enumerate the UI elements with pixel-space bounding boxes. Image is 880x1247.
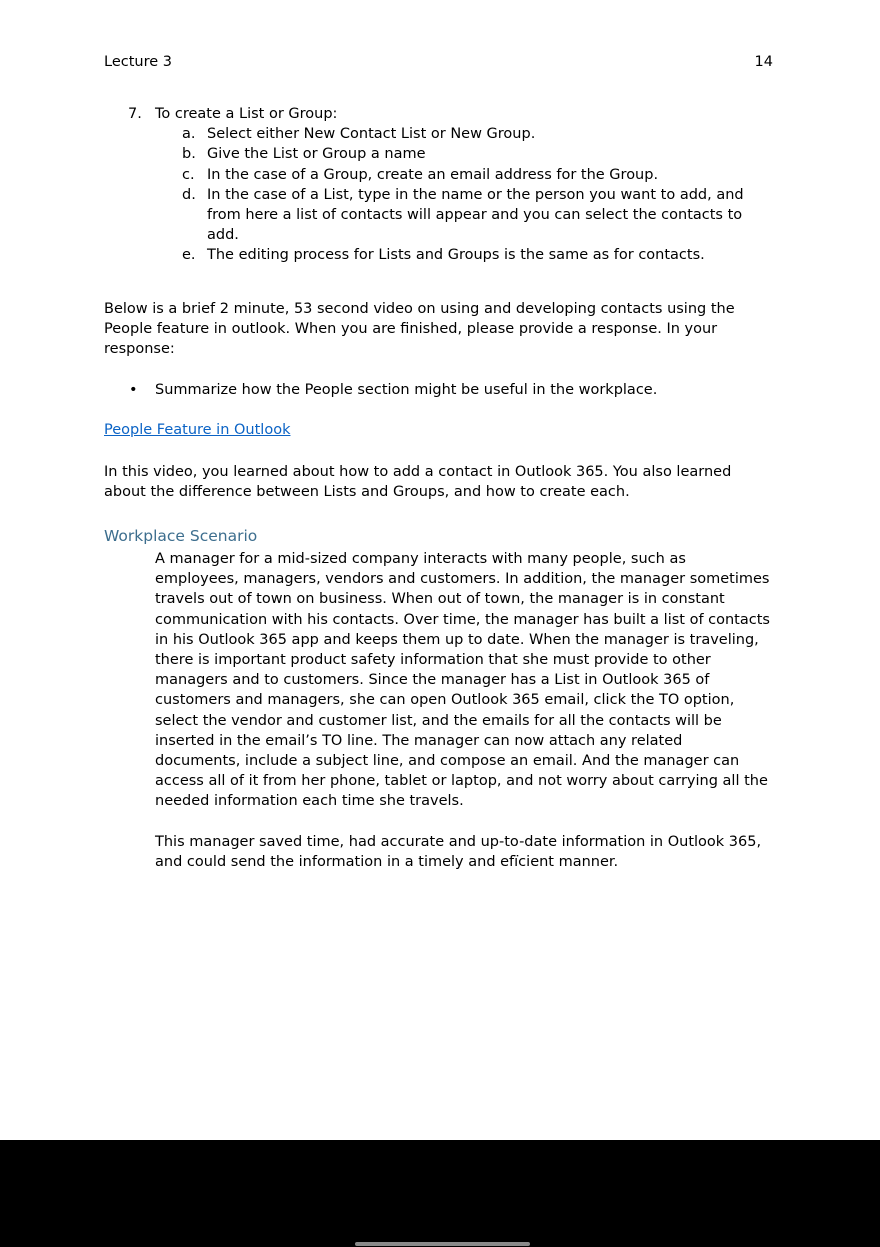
sub-list-letter: c. <box>182 166 195 183</box>
sub-list-item-d <box>182 185 772 246</box>
numbered-list-item-7 <box>128 104 772 266</box>
list-item-body <box>155 104 772 266</box>
intro-paragraph: Below is a brief 2 minute, 53 second video on using and developing contacts using the People feature in outlook. When you are finished, please provide a response. In your response: <box>104 300 735 358</box>
sub-list-item-b <box>182 144 772 164</box>
sub-list-text: In the case of a List, type in the name or the person you want to add, and from here a list of contacts will appear and you can select the contacts to add. <box>207 186 744 244</box>
people-feature-link[interactable]: People Feature in Outlook <box>104 422 291 439</box>
sub-list-text: Select either New Contact List or New Group. <box>207 126 536 143</box>
video-summary-paragraph: In this video, you learned about how to add a contact in Outlook 365. You also learned about the difference between Lists and Groups, and how to create each. <box>104 463 732 500</box>
sub-list-text: In the case of a Group, create an email address for the Group. <box>207 166 659 183</box>
page-content <box>104 104 772 872</box>
bullet-text: Summarize how the People section might be useful in the workplace. <box>155 382 658 399</box>
footer-black-band <box>0 1140 880 1247</box>
sub-list-letter: b. <box>182 146 196 163</box>
sub-list-item-c <box>182 165 772 185</box>
scenario-paragraph-2: This manager saved time, had accurate and up-to-date information in Outlook 365, and could send the information in a timely and efïcient manner. <box>155 833 762 870</box>
list-item-text: To create a List or Group: <box>155 106 338 122</box>
list-number-marker: 7. <box>128 106 142 122</box>
bullet-icon: • <box>129 382 138 399</box>
alpha-sub-list <box>182 124 772 265</box>
document-title: Lecture 3 <box>104 54 172 70</box>
page-number: 14 <box>754 54 773 70</box>
sub-list-letter: a. <box>182 126 196 143</box>
bottom-scrollbar[interactable] <box>355 1242 530 1246</box>
workplace-scenario-heading: Workplace Scenario <box>104 527 258 546</box>
bullet-list-item <box>129 380 772 400</box>
scenario-paragraph-1: A manager for a mid-sized company interacts with many people, such as employees, managers, vendors and customers. In addition, the manager sometimes travels out of town on business. When out of town, the manager is in constant communication with his contacts. Over time, the manager has built a list of contacts in his Outlook 365 app and keeps them up to date. When the manager is traveling, there is important product safety information that she must provide to other managers and to customers. Since the manager has a List in Outlook 365 of customers and managers, she can open Outlook 365 email, click the TO option, select the vendor and customer list, and the emails for all the contacts will be inserted in the email’s TO line. The manager can now attach any related documents, include a subject line, and compose an email. And the manager can access all of it from her phone, tablet or laptop, and not worry about carrying all the needed information each time she travels. <box>155 551 770 810</box>
sub-list-text: The editing process for Lists and Groups is the same as for contacts. <box>207 247 705 264</box>
link-paragraph <box>104 420 772 440</box>
sub-list-text: Give the List or Group a name <box>207 146 426 163</box>
sub-list-item-a <box>182 124 772 144</box>
page-header <box>104 53 773 71</box>
sub-list-letter: e. <box>182 247 196 264</box>
sub-list-item-e <box>182 245 772 265</box>
sub-list-letter: d. <box>182 186 196 203</box>
